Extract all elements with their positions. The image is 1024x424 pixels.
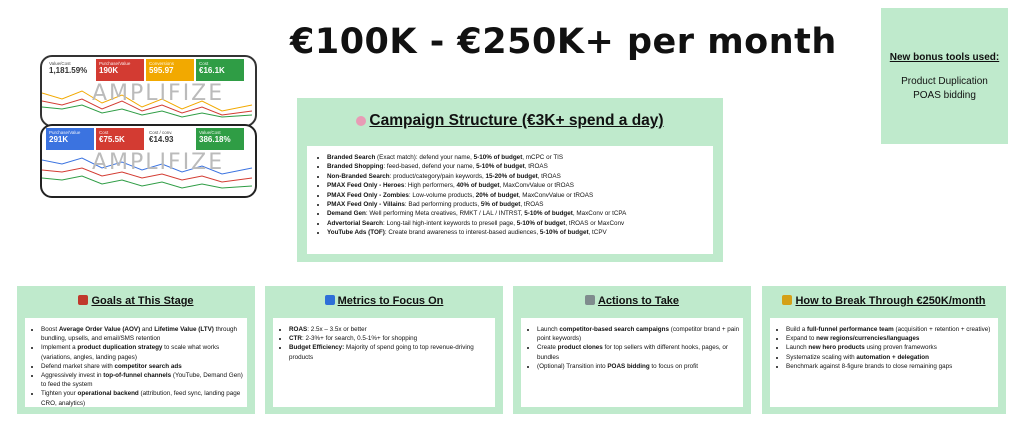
bold-text: operational backend xyxy=(77,390,139,398)
campaign-list-panel xyxy=(307,146,713,254)
bold-text: 5-10% of budget xyxy=(539,229,589,237)
bold-text: automation + delegation xyxy=(856,353,929,361)
actions-card xyxy=(513,286,751,414)
metric-tile xyxy=(196,59,244,81)
dashboard-screenshot-1 xyxy=(40,55,257,127)
card-item xyxy=(41,389,247,407)
text: , MaxConvValue or tROAS xyxy=(518,191,594,199)
bold-text: new hero products xyxy=(808,344,865,352)
bold-text: competitor-based search campaigns xyxy=(559,326,669,333)
text: : 2.5x – 3.5x or better xyxy=(307,326,367,333)
text: (acquisition + retention + creative) xyxy=(893,326,991,333)
card-item xyxy=(786,353,998,362)
watermark: AMPLIFIZE xyxy=(92,150,225,175)
bonus-tools-box xyxy=(881,8,1008,144)
metric-label: Cost xyxy=(199,61,209,66)
text: : Create brand awareness to interest-based audiences, xyxy=(384,229,540,237)
campaign-item xyxy=(327,200,713,209)
campaign-structure-box xyxy=(297,98,723,262)
chart-icon xyxy=(325,295,335,305)
campaign-item xyxy=(327,209,713,218)
card-item xyxy=(786,343,998,352)
metrics-card xyxy=(265,286,503,414)
text: , tROAS or MaxConv xyxy=(565,219,625,227)
text: , tROAS xyxy=(524,163,548,171)
campaign-item xyxy=(327,162,713,171)
bonus-heading: New bonus tools used: xyxy=(889,52,1000,63)
text: , tROAS xyxy=(520,201,544,209)
text: (attribution, feed sync, landing page CRO, analytics) xyxy=(41,390,241,407)
text: : Bad performing products, xyxy=(404,201,481,209)
dashboard-screenshot-2 xyxy=(40,124,257,198)
metric-tile xyxy=(46,59,94,81)
text: : product/category/pain keywords, xyxy=(389,172,486,180)
campaign-item xyxy=(327,191,713,200)
metric-label: Purchase/Value xyxy=(49,130,81,135)
text: Launch xyxy=(786,344,809,352)
brain-icon xyxy=(356,116,366,126)
campaign-item xyxy=(327,228,713,237)
target-icon xyxy=(78,295,88,305)
card-item xyxy=(786,334,998,343)
card-heading xyxy=(17,295,255,307)
text: (Exact match): defend your name, xyxy=(375,154,474,161)
text: to focus on profit xyxy=(649,362,698,370)
card-heading xyxy=(265,295,503,307)
bold-text: Branded Search xyxy=(327,154,376,161)
bold-text: POAS bidding xyxy=(607,362,650,370)
text: for top sellers with different hooks, pages, or bundles xyxy=(537,344,728,361)
text: Create xyxy=(537,344,558,352)
text: , MaxConv or tCPA xyxy=(572,210,627,218)
bold-text: 5% of budget xyxy=(480,201,521,209)
bold-text: Lifetime Value (LTV) xyxy=(154,326,214,333)
bold-text: 20% of budget xyxy=(475,191,519,199)
text: Defend market share with xyxy=(41,362,115,370)
text: : High performers, xyxy=(404,182,457,190)
bold-text: PMAX Feed Only - Heroes xyxy=(327,182,405,190)
text: , tROAS xyxy=(537,172,561,180)
metric-label: Purchase/Value xyxy=(99,61,131,66)
bold-text: Branded Shopping xyxy=(327,163,384,171)
bold-text: 5-10% of budget xyxy=(473,154,523,161)
bold-text: product clones xyxy=(557,344,603,352)
text: Majority of spend going to top revenue-driving products xyxy=(289,344,474,361)
bold-text: Advertorial Search xyxy=(327,219,383,227)
page-title: €100K - €250K+ per month xyxy=(290,22,837,62)
metric-value: 595.97 xyxy=(149,66,174,75)
bold-text: Average Order Value (AOV) xyxy=(58,326,141,333)
text: to scale what works (variations, angles, landing pages) xyxy=(41,344,220,361)
card-list xyxy=(41,325,247,408)
card-item xyxy=(289,343,495,361)
metric-value: 291K xyxy=(49,135,69,144)
card-heading-text: Actions to Take xyxy=(597,295,680,307)
card-item xyxy=(41,325,247,343)
card-list xyxy=(537,325,743,371)
text: through bundling, upsells, and email/SMS retention xyxy=(41,326,238,343)
bold-text: Budget Efficiency: xyxy=(289,344,345,352)
bold-text: PMAX Feed Only - Villains xyxy=(327,201,405,209)
bold-text: Demand Gen xyxy=(327,210,366,218)
bold-text: 15-20% of budget xyxy=(485,172,538,180)
text: (competitor brand + pain point keywords) xyxy=(537,326,740,343)
bold-text: 5-10% of budget xyxy=(524,210,573,218)
card-item xyxy=(289,325,495,334)
metric-tile xyxy=(96,128,144,150)
metric-tile xyxy=(146,128,194,150)
bold-text: full-funnel performance team xyxy=(807,326,894,333)
card-body xyxy=(273,318,495,407)
bold-text: product duplication strategy xyxy=(77,344,163,352)
metric-value: €16.1K xyxy=(199,66,225,75)
campaign-item xyxy=(327,219,713,228)
text: (Optional) Transition into xyxy=(537,362,608,370)
card-body xyxy=(25,318,247,407)
text: , tCPV xyxy=(588,229,607,237)
card-item xyxy=(786,325,998,334)
card-heading-text: Goals at This Stage xyxy=(91,295,194,307)
hourglass-icon xyxy=(782,295,792,305)
card-body xyxy=(521,318,743,407)
metric-label: Cost xyxy=(99,130,109,135)
text: : feed-based, defend your name, xyxy=(383,163,477,171)
bold-text: PMAX Feed Only - Zombies xyxy=(327,191,409,199)
tools-icon xyxy=(585,295,595,305)
card-item xyxy=(537,325,743,343)
bonus-item: POAS bidding xyxy=(913,90,976,101)
campaign-item xyxy=(327,172,713,181)
bold-text: CTR xyxy=(289,335,302,343)
campaign-list xyxy=(327,153,713,238)
text: using proven frameworks xyxy=(864,344,937,352)
metric-tile xyxy=(96,59,144,81)
metric-value: 190K xyxy=(99,66,119,75)
metric-label: Value/Cost xyxy=(199,130,221,135)
text: : Well performing Meta creatives, RMKT / LAL / INTRST, xyxy=(365,210,525,218)
card-heading-text: How to Break Through €250K/month xyxy=(795,295,986,307)
bold-text: top-of-funnel channels xyxy=(103,372,172,380)
break-through-card xyxy=(762,286,1006,414)
metric-value: €75.5K xyxy=(99,135,125,144)
card-item xyxy=(41,362,247,371)
card-heading xyxy=(762,295,1006,307)
bold-text: 40% of budget xyxy=(456,182,500,190)
bold-text: new regions/currencies/languages xyxy=(816,335,920,343)
text: Systematize scaling with xyxy=(786,353,857,361)
bold-text: 5-10% of budget xyxy=(516,219,566,227)
bold-text: ROAS xyxy=(289,326,308,333)
text: : 2-3%+ for search, 0.5-1%+ for shopping xyxy=(301,335,418,343)
bold-text: competitor search ads xyxy=(114,362,182,370)
campaign-item xyxy=(327,181,713,190)
metric-label: Conversions xyxy=(149,61,175,66)
metric-value: €14.93 xyxy=(149,135,174,144)
card-item xyxy=(41,371,247,389)
card-list xyxy=(786,325,998,371)
text: Tighten your xyxy=(41,390,78,398)
text: Boost xyxy=(41,326,59,333)
card-heading xyxy=(513,295,751,307)
text: Implement a xyxy=(41,344,78,352)
metric-tile xyxy=(146,59,194,81)
text: , mCPC or TIS xyxy=(522,154,564,161)
text: Build a xyxy=(786,326,808,333)
text: : Long-tail high-intent keywords to presell page, xyxy=(383,219,517,227)
metric-value: 386.18% xyxy=(199,135,231,144)
metric-label: Cost / conv. xyxy=(149,130,173,135)
bonus-item: Product Duplication xyxy=(901,76,988,87)
bold-text: YouTube Ads (TOF) xyxy=(327,229,385,237)
card-item xyxy=(537,343,743,361)
card-list xyxy=(289,325,495,362)
goals-card xyxy=(17,286,255,414)
metric-label: Value/Cost xyxy=(49,61,71,66)
text: Launch xyxy=(537,326,560,333)
text: (YouTube, Demand Gen) to feed the system xyxy=(41,372,243,389)
bold-text: 5-10% of budget xyxy=(476,163,525,171)
card-item xyxy=(537,362,743,371)
text: Aggressively invest in xyxy=(41,372,104,380)
text: Expand to xyxy=(786,335,817,343)
watermark: AMPLIFIZE xyxy=(92,81,225,106)
card-heading-text: Metrics to Focus On xyxy=(337,295,444,307)
card-item xyxy=(786,362,998,371)
campaign-item xyxy=(327,153,713,162)
text: , MaxConvValue or tROAS xyxy=(499,182,574,190)
metric-tile xyxy=(46,128,94,150)
card-body xyxy=(770,318,998,407)
text: Benchmark against 8-figure brands to close remaining gaps xyxy=(786,362,953,370)
card-item xyxy=(41,343,247,361)
bold-text: Non-Branded Search xyxy=(327,172,390,180)
metric-value: 1,181.59% xyxy=(49,66,88,75)
card-item xyxy=(289,334,495,343)
text: : Low-volume products, xyxy=(408,191,476,199)
campaign-heading: Campaign Structure (€3K+ spend a day) xyxy=(297,112,723,130)
text: and xyxy=(140,326,155,333)
metric-tile xyxy=(196,128,244,150)
